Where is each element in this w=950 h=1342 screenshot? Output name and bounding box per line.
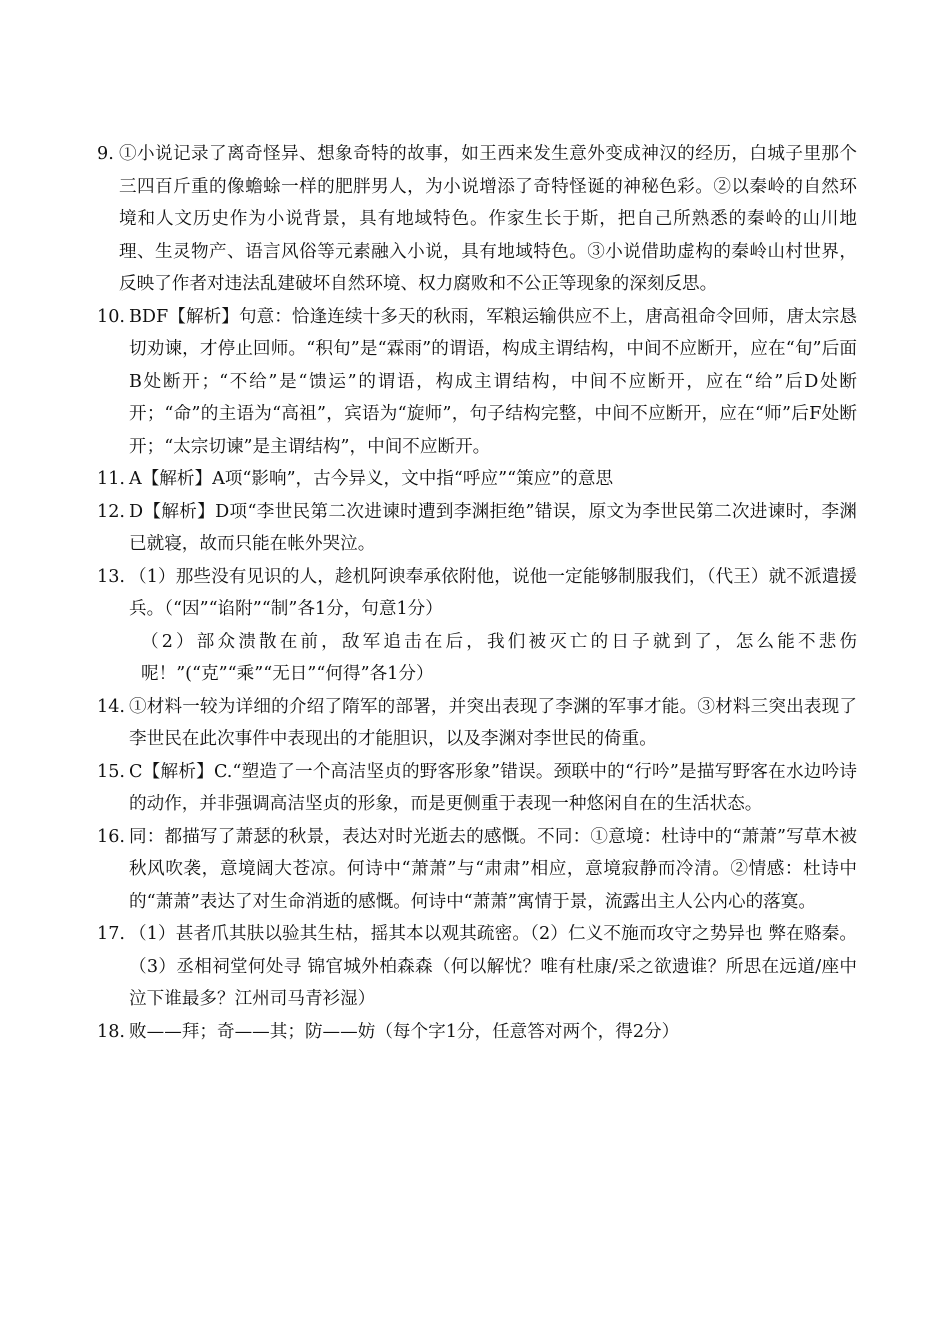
item-text: ①小说记录了离奇怪异、想象奇特的故事，如王西来发生意外变成神汉的经历，白城子里那个三四百斤重的像蟾蜍一样的肥胖男人，为小说增添了奇特怪诞的神秘色彩。②以秦岭的自然环境和人文历史作为小说背景，具有地域特色。作家生长于斯，把自己所熟悉的秦岭的山川地理、生灵物产、语言风俗等元素融入小说，具有地域特色。③小说借助虚构的秦岭山村世界，反映了作者对违法乱建破坏自然环境、权力腐败和不公正等现象的深刻反思。: [119, 144, 857, 294]
item-number: 9.: [97, 144, 114, 164]
item-number: 12.: [97, 501, 125, 522]
item-number: 13.: [97, 566, 125, 587]
answer-item: [97, 756, 857, 821]
answer-document: [97, 138, 857, 1048]
item-number: 14.: [97, 696, 125, 717]
answer-item: [97, 496, 857, 561]
item-text: （1）那些没有见识的人，趁机阿谀奉承依附他，说他一定能够制服我们，（代王）就不派遣援兵。（“因”“谄附”“制”各1分，句意1分）: [129, 566, 857, 619]
item-number: 18.: [97, 1021, 125, 1042]
item-text: D【解析】D项“李世民第二次进谏时遭到李渊拒绝”错误，原文为李世民第二次进谏时，李渊已就寝，故而只能在帐外哭泣。: [129, 501, 857, 554]
item-number: 16.: [97, 826, 125, 847]
item-number: 15.: [97, 761, 125, 782]
item-text: C【解析】C.“塑造了一个高洁坚贞的野客形象”错误。颈联中的“行吟”是描写野客在水边吟诗的动作，并非强调高洁坚贞的形象，而是更侧重于表现一种悠闲自在的生活状态。: [129, 761, 857, 814]
answer-item: [97, 561, 857, 691]
item-text: 败——拜；奇——其；防——妨（每个字1分，任意答对两个，得2分）: [129, 1021, 680, 1042]
item-number: 10.: [97, 306, 125, 327]
item-number: 17.: [97, 924, 125, 944]
answer-item: [97, 301, 857, 464]
item-number: 11.: [97, 469, 125, 489]
item-text: A【解析】A项“影响”，古今异义，文中指“呼应”“策应”的意思: [129, 469, 614, 489]
item-text: ①材料一较为详细的介绍了隋军的部署，并突出表现了李渊的军事才能。③材料三突出表现了李世民在此次事件中表现出的才能胆识，以及李渊对李世民的倚重。: [129, 696, 857, 749]
answer-item: [97, 918, 857, 1016]
answer-item: [97, 1016, 857, 1049]
item-subpart: （2）部众溃散在前，敌军追击在后，我们被灭亡的日子就到了，怎么能不悲伤呢！”(“克”“乘”“无日”“何得”各1分）: [141, 631, 857, 684]
item-text: BDF【解析】句意：恰逢连续十多天的秋雨，军粮运输供应不上，唐高祖命令回师，唐太宗恳切劝谏，才停止回师。“积旬”是“霖雨”的谓语，构成主谓结构，中间不应断开，应在“旬”后面B处断开；“不给”是“馈运”的谓语，构成主谓结构，中间不应断开，应在“给”后D处断开；“命”的主语为“高祖”，宾语为“旋师”，句子结构完整，中间不应断开，应在“师”后F处断开；“太宗切谏”是主谓结构”，中间不应断开。: [129, 306, 857, 457]
item-text: （1）甚者爪其肤以验其生枯，摇其本以观其疏密。（2）仁义不施而攻守之势异也 弊在赂秦。（3）丞相祠堂何处寻 锦官城外柏森森（何以解忧？唯有杜康/采之欲遗谁？所思在远道/座中泣下谁最多？江州司马青衫湿）: [129, 924, 857, 1009]
answer-item: [97, 463, 857, 496]
answer-item: [97, 821, 857, 919]
answer-item: [97, 138, 857, 301]
item-text: 同：都描写了萧瑟的秋景，表达对时光逝去的感慨。不同：①意境：杜诗中的“萧萧”写草木被秋风吹袭，意境阔大苍凉。何诗中“萧萧”与“肃肃”相应，意境寂静而冷清。②情感：杜诗中的“萧萧”表达了对生命消逝的感慨。何诗中“萧萧”寓情于景，流露出主人公内心的落寞。: [129, 826, 857, 912]
answer-item: [97, 691, 857, 756]
